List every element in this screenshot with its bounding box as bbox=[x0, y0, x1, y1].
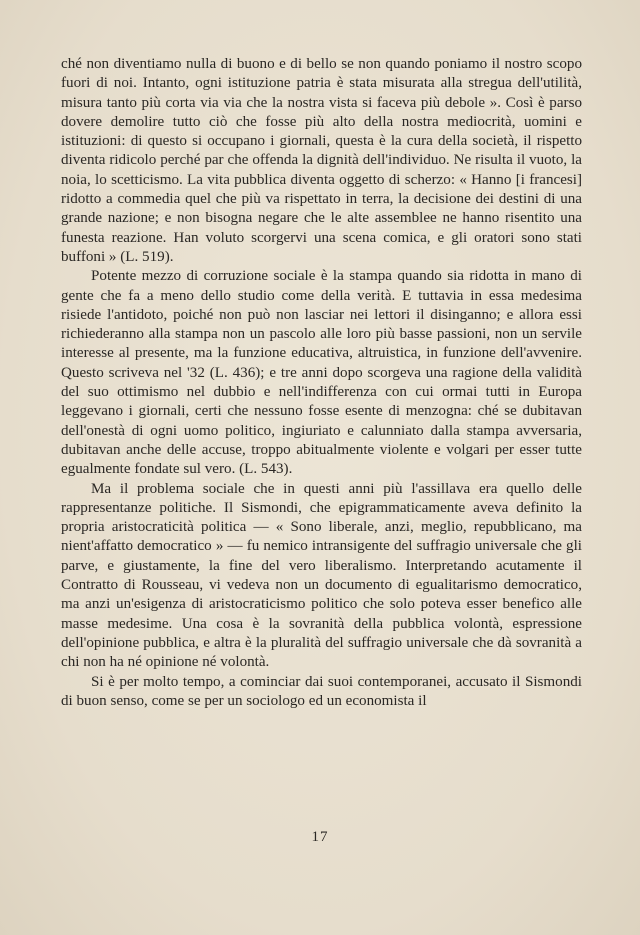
paragraph-4: Si è per molto tempo, a cominciar dai suoi contemporanei, accusato il Sismondi di buon senso, come se per un sociologo ed un economista il bbox=[61, 673, 582, 709]
paragraph-1: ché non diventiamo nulla di buono e di bello se non quando poniamo il nostro scopo fuori di noi. Intanto, ogni istituzione patria è stata misurata alla stregua dell'utilità, misura tanto più corta via via che la nostra vista si faceva più debole ». Così è parso dovere demolire tutto ciò che fosse più alto della nostra mediocrità, uomini e istituzioni: di questo si occupano i giornali, questa è la cura della società, il rispetto diventa ridicolo perché par che offenda la dignità dell'individuo. Ne risulta il vuoto, la noia, lo scetticismo. La vita pubblica diventa oggetto di scherzo: « Hanno [i francesi] ridotto a commedia quel che più va rispettato in terra, la decisione dei destini di una grande nazione; e non bisogna negare che le alte assemblee ne hanno risentito una funesta reazione. Han voluto scorgervi una scena comica, e gli oratori sono stati buffoni » (L. 519). bbox=[61, 56, 582, 265]
body-text bbox=[61, 55, 582, 711]
paragraph-3: Ma il problema sociale che in questi anni più l'assillava era quello delle rappresentanze politiche. Il Sismondi, che epigrammaticamente aveva definito la propria aristocraticità politica — « Sono liberale, anzi, meglio, repubblicano, ma nient'affatto democratico » — fu nemico intransigente del suffragio universale che gli parve, e giustamente, la fine del vero liberalismo. Interpretando acutamente il Contratto di Rousseau, vi vedeva non un documento di egualitarismo democratico, ma anzi un'esigenza di aristocraticismo politico che solo poteva esser benefico alle masse medesime. Una cosa è la sovranità della pubblica volontà, espressione dell'opinione pubblica, e altra è la pluralità del suffragio universale che dà sovranità a chi non ha né opinione né volontà. bbox=[61, 480, 582, 671]
page-number: 17 bbox=[311, 829, 329, 845]
paragraph-2: Potente mezzo di corruzione sociale è la stampa quando sia ridotta in mano di gente che fa a meno dello studio come della verità. E tuttavia in essa medesima risiede l'antidoto, poiché non può non lasciar nei lettori il disinganno; e allora essi richiederanno alla stampa non un pascolo alle loro più basse passioni, non un servile interesse al presente, ma la funzione educativa, altruistica, in funzione dell'avvenire. Questo scriveva nel '32 (L. 436); e tre anni dopo scorgeva una ragione della validità del suo ottimismo nel dubbio e nell'indifferenza con cui ormai tutti in Europa leggevano i giornali, certi che nessuno fosse esente di menzogna: ché se dubitavan dell'onestà di ogni uomo politico, ingiuriato e calunniato dalla stampa avversaria, dubitavan anche delle accuse, troppo abitualmente violente e volgari per esser tutte egualmente fondate sul vero. (L. 543). bbox=[61, 268, 582, 478]
